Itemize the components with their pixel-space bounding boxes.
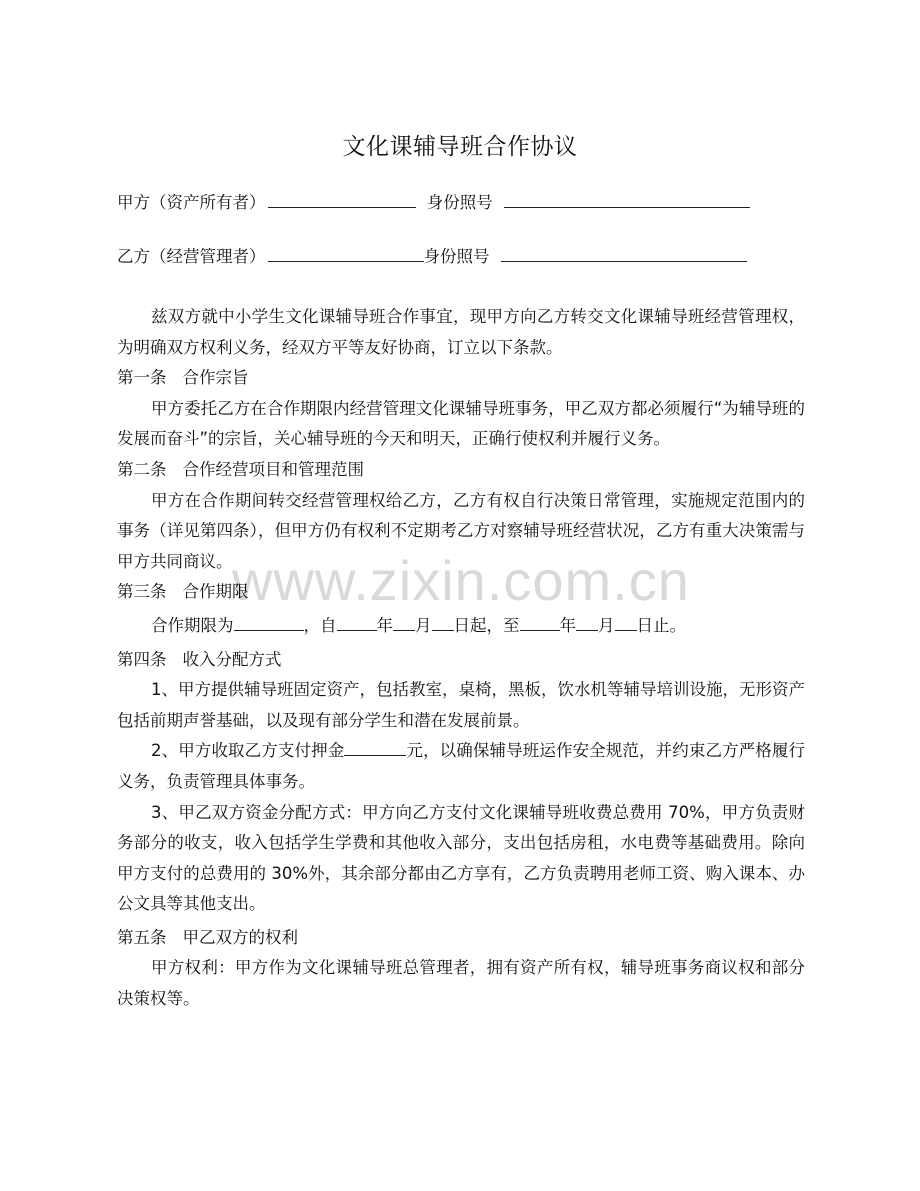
party-a-id-blank[interactable] (504, 192, 750, 208)
document-body (117, 302, 805, 1015)
party-b-name-blank[interactable] (268, 246, 424, 262)
article-1-number: 第一条 (117, 368, 167, 388)
article-4-item-2: 2、甲方收取乙方支付押金 元，以确保辅导班运作安全规范，并约束乙方严格履行义务，负责管理具体事务。 (117, 741, 806, 791)
party-b-id-blank[interactable] (501, 246, 747, 262)
end-year-blank[interactable] (520, 615, 560, 631)
party-a-label: 甲方（资产所有者） (117, 193, 266, 212)
period-duration-blank[interactable] (234, 615, 304, 631)
article-2-title: 合作经营项目和管理范围 (182, 459, 364, 479)
article-4-heading (117, 645, 805, 676)
end-day-blank[interactable] (615, 615, 637, 631)
article-4-item-3: 3、甲乙双方资金分配方式：甲方向乙方支付文化课辅导班收费总费用 70%，甲方负责财务部分的收支，收入包括学生学费和其他收入部分，支出包括房租，水电费等基础费用。除向甲方支付的总费用的 30%外，其余部分都由乙方享有，乙方负责聘用老师工资、购入课本、办公文具等其他支出。 (117, 802, 805, 914)
watermark: www.zixin.com.cn (232, 549, 690, 612)
article-1-paragraph: 甲方委托乙方在合作期限内经营管理文化课辅导班事务，甲乙双方都必须履行“为辅导班的发展而奋斗”的宗旨，关心辅导班的今天和明天，正确行使权利并履行义务。 (117, 398, 805, 449)
article-5-paragraph: 甲方权利：甲方作为文化课辅导班总管理者，拥有资产所有权，辅导班事务商议权和部分决策权等。 (117, 958, 805, 1009)
article-5-heading (117, 923, 805, 954)
intro-paragraph: 兹双方就中小学生文化课辅导班合作事宜，现甲方向乙方转交文化课辅导班经营管理权，为明确双方权利义务，经双方平等友好协商，订立以下条款。 (117, 307, 805, 357)
article-1-title: 合作宗旨 (182, 368, 249, 388)
article-4-title: 收入分配方式 (182, 649, 282, 669)
deposit-amount-blank[interactable] (344, 740, 406, 756)
article-1-heading (117, 363, 805, 394)
article-3-heading (117, 577, 805, 608)
article-5-title: 甲乙双方的权利 (182, 927, 298, 947)
start-month-blank[interactable] (393, 615, 415, 631)
article-2-heading (117, 455, 805, 486)
end-month-blank[interactable] (576, 615, 598, 631)
party-a-name-blank[interactable] (268, 192, 416, 208)
party-b-label: 乙方（经营管理者） (117, 247, 266, 266)
party-a-id-label: 身份照号 (426, 193, 493, 212)
article-2-number: 第二条 (117, 459, 167, 479)
article-4-number: 第四条 (117, 649, 167, 669)
document-title: 文化课辅导班合作协议 (342, 134, 578, 160)
article-4-item-1: 1、甲方提供辅导班固定资产，包括教室，桌椅，黑板，饮水机等辅导培训设施，无形资产包括前期声誉基础，以及现有部分学生和潜在发展前景。 (117, 680, 805, 730)
article-5-number: 第五条 (117, 927, 167, 947)
article-2-paragraph: 甲方在合作期间转交经营管理权给乙方，乙方有权自行决策日常管理，实施规定范围内的事务（详见第四条），但甲方仍有权利不定期考乙方对察辅导班经营状况，乙方有重大决策需与甲方共同商议。 (117, 490, 805, 571)
party-b-id-label: 身份照号 (423, 247, 490, 266)
article-3-period-line: 合作期限为 ，自 年 月 日起，至 年 月 日止。 (151, 615, 686, 635)
article-3-number: 第三条 (117, 582, 167, 602)
article-3-title: 合作期限 (182, 582, 249, 602)
start-year-blank[interactable] (337, 615, 377, 631)
party-b-line (117, 246, 747, 268)
party-a-line (117, 192, 750, 214)
start-day-blank[interactable] (432, 615, 454, 631)
